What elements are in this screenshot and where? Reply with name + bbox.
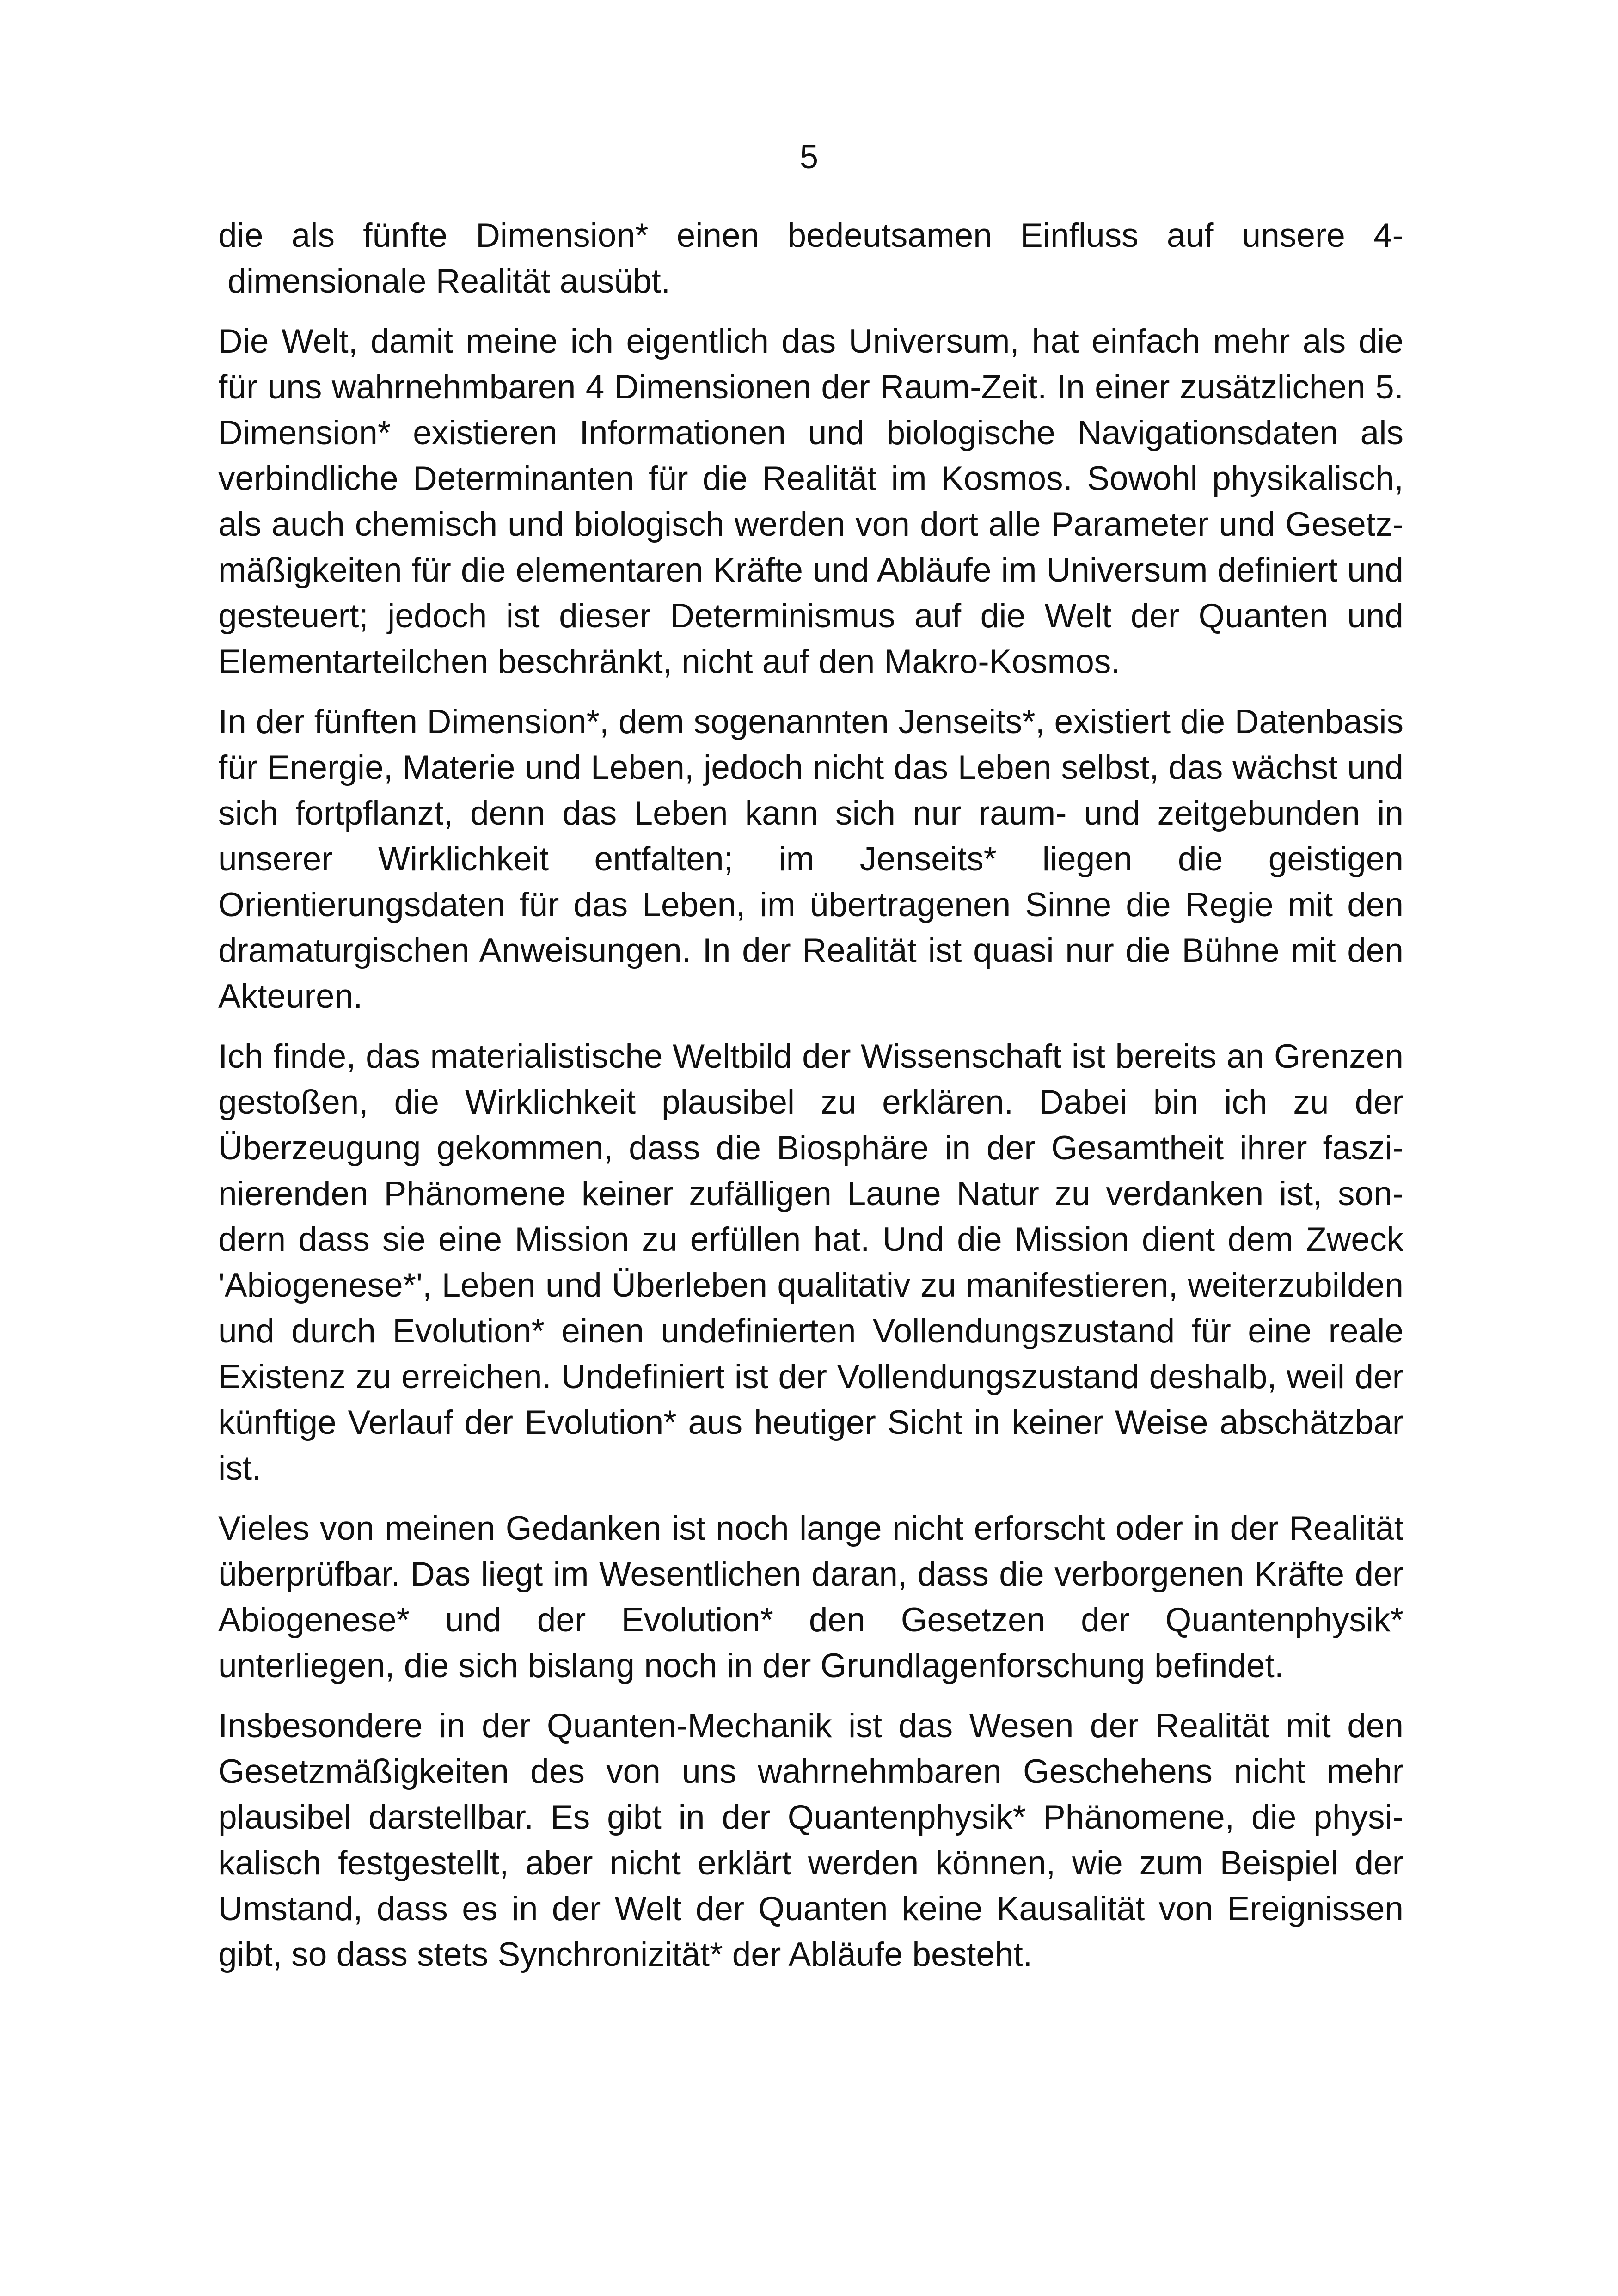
text-body (218, 213, 1403, 1992)
page-number: 5 (799, 139, 819, 176)
paragraph-4: Ich finde, das materialistische Weltbild der Wissenschaft ist bereits an Grenzen gestoßen, die Wirklichkeit plausibel zu erklären. Dabei bin ich zu der Überzeugung gekommen, dass die Biosphäre in der Gesamtheit ihrer faszinierenden Phänomene keiner zufälligen Laune Natur zu verdanken ist, sondern dass sie eine Mission zu erfüllen hat. Und die Mission dient dem Zweck 'Abiogenese*', Leben und Überleben qualitativ zu manifestieren, weiterzubilden und durch Evolution* einen undefinierten Vollendungszustand für eine reale Existenz zu erreichen. Undefiniert ist der Vollendungszustand deshalb, weil der künftige Verlauf der Evolution* aus heutiger Sicht in keiner Weise abschätzbar ist. (218, 1038, 1403, 1487)
paragraph-2: Die Welt, damit meine ich eigentlich das Universum, hat einfach mehr als die für uns wahrnehmbaren 4 Dimensionen der Raum-Zeit. In einer zusätzlichen 5. Dimension* existieren Informationen und biologische Navigationsdaten als verbindliche Determinanten für die Realität im Kosmos. Sowohl physikalisch, als auch chemisch und biologisch werden von dort alle Parameter und Gesetzmäßigkeiten für die elementaren Kräfte und Abläufe im Universum definiert und gesteuert; jedoch ist dieser Determinismus auf die Welt der Quanten und Elementarteilchen beschränkt, nicht auf den Makro-Kosmos. (218, 323, 1403, 680)
paragraph-5: Vieles von meinen Gedanken ist noch lange nicht erforscht oder in der Realität überprüfbar. Das liegt im Wesentlichen daran, dass die verborgenen Kräfte der Abiogenese* und der Evolution* den Gesetzen der Quantenphysik* unterliegen, die sich bislang noch in der Grundlagenforschung befindet. (218, 1510, 1403, 1684)
paragraph-6: Insbesondere in der Quanten-Mechanik ist das Wesen der Realität mit den Gesetzmäßigkeiten des von uns wahrnehmbaren Geschehens nicht mehr plausibel darstellbar. Es gibt in der Quantenphysik* Phänomene, die physikalisch festgestellt, aber nicht erklärt werden können, wie zum Beispiel der Umstand, dass es in der Welt der Quanten keine Kausalität von Ereignissen gibt, so dass stets Synchronizität* der Abläufe besteht. (218, 1707, 1403, 1973)
paragraph-3: In der fünften Dimension*, dem sogenannten Jenseits*, existiert die Datenbasis für Energie, Materie und Leben, jedoch nicht das Leben selbst, das wächst und sich fortpflanzt, denn das Leben kann sich nur raum- und zeitgebunden in unserer Wirklichkeit entfalten; im Jenseits* liegen die geistigen Orientierungsdaten für das Leben, im übertragenen Sinne die Regie mit den dramaturgischen Anweisungen. In der Realität ist quasi nur die Bühne mit den Akteuren. (218, 703, 1403, 1015)
paragraph-1: die als fünfte Dimension* einen bedeutsamen Einfluss auf unsere 4- dimensionale Realität ausübt. (218, 217, 1403, 300)
